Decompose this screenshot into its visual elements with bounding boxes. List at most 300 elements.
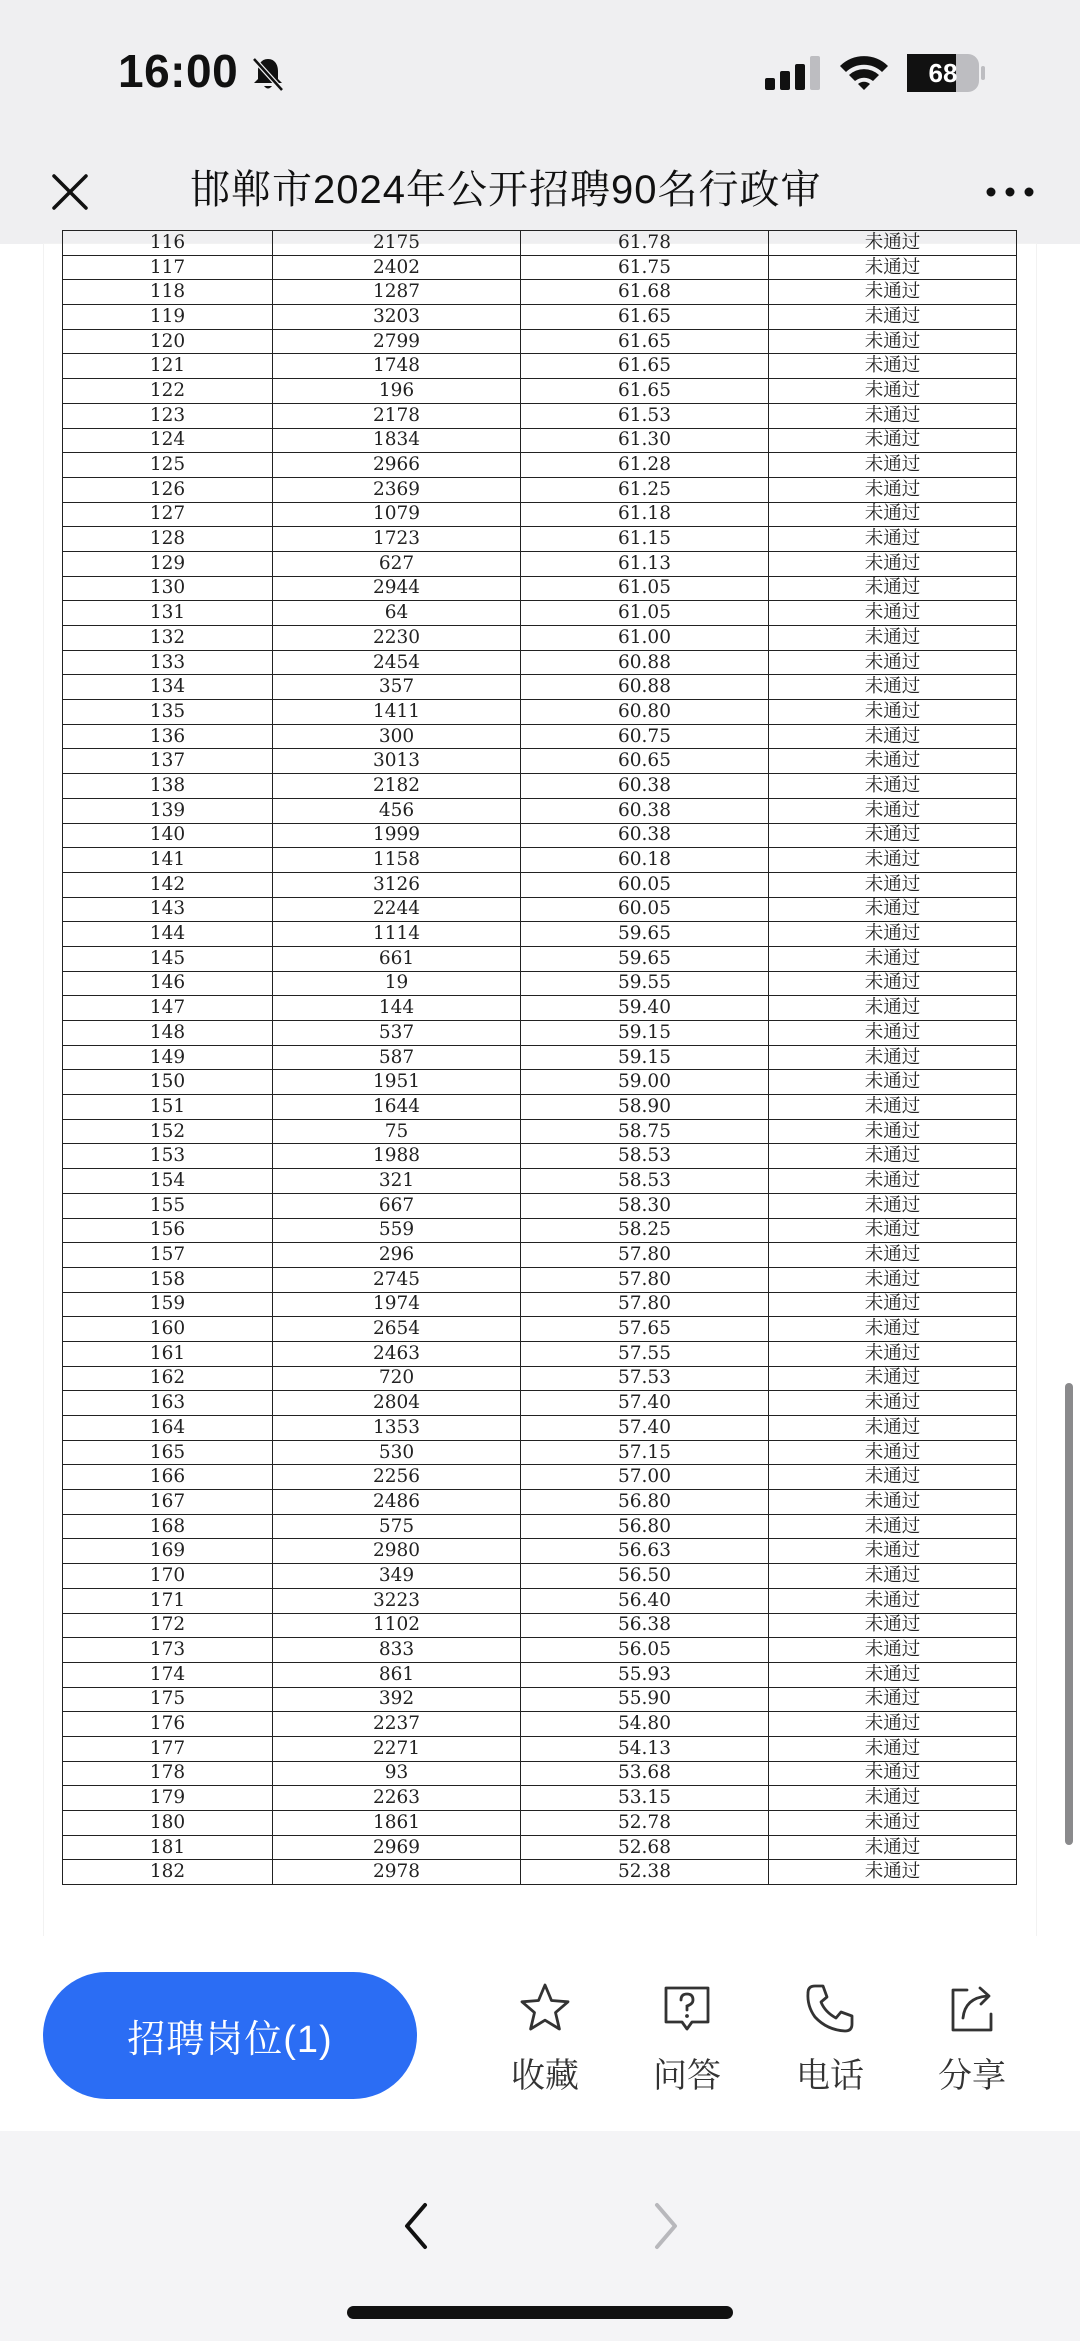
- table-row: [63, 1119, 1017, 1144]
- candidate-id-cell: 1834: [273, 428, 521, 453]
- result-cell: 未通过: [769, 428, 1017, 453]
- back-button[interactable]: [386, 2191, 446, 2261]
- table-row: [63, 848, 1017, 873]
- score-cell: 60.05: [521, 897, 769, 922]
- score-cell: 52.78: [521, 1811, 769, 1836]
- result-cell: 未通过: [769, 1021, 1017, 1046]
- table-row: [63, 1366, 1017, 1391]
- score-cell: 55.93: [521, 1662, 769, 1687]
- status-bar: [0, 0, 1080, 140]
- result-cell: 未通过: [769, 724, 1017, 749]
- candidate-id-cell: 2654: [273, 1317, 521, 1342]
- result-cell: 未通过: [769, 848, 1017, 873]
- result-cell: 未通过: [769, 1095, 1017, 1120]
- candidate-id-cell: 1411: [273, 700, 521, 725]
- rank-cell: 125: [63, 453, 273, 478]
- phone-label: 电话: [796, 2057, 864, 2095]
- score-cell: 61.00: [521, 626, 769, 651]
- score-cell: 60.75: [521, 724, 769, 749]
- table-row: [63, 1514, 1017, 1539]
- score-cell: 61.18: [521, 502, 769, 527]
- score-cell: 59.15: [521, 1021, 769, 1046]
- table-row: [63, 1712, 1017, 1737]
- share-label: 分享: [938, 2057, 1006, 2095]
- rank-cell: 117: [63, 255, 273, 280]
- candidate-id-cell: 196: [273, 379, 521, 404]
- table-row: [63, 1021, 1017, 1046]
- qa-button[interactable]: [632, 1980, 742, 2100]
- candidate-id-cell: 1723: [273, 527, 521, 552]
- rank-cell: 164: [63, 1416, 273, 1441]
- rank-cell: 132: [63, 626, 273, 651]
- table-row: [63, 1662, 1017, 1687]
- score-cell: 61.53: [521, 403, 769, 428]
- candidate-id-cell: 2463: [273, 1341, 521, 1366]
- candidate-id-cell: 296: [273, 1243, 521, 1268]
- candidate-id-cell: 559: [273, 1218, 521, 1243]
- candidate-id-cell: 833: [273, 1638, 521, 1663]
- score-cell: 55.90: [521, 1687, 769, 1712]
- battery-indicator: [907, 54, 983, 92]
- scrollbar[interactable]: [1065, 1383, 1073, 1845]
- score-cell: 56.38: [521, 1613, 769, 1638]
- candidate-id-cell: 321: [273, 1169, 521, 1194]
- result-cell: 未通过: [769, 329, 1017, 354]
- close-button[interactable]: [40, 162, 100, 222]
- candidate-id-cell: 3223: [273, 1588, 521, 1613]
- rank-cell: 175: [63, 1687, 273, 1712]
- result-cell: 未通过: [769, 1366, 1017, 1391]
- candidate-id-cell: 2271: [273, 1736, 521, 1761]
- navigation-bar: [0, 2131, 1080, 2341]
- candidate-id-cell: 2263: [273, 1786, 521, 1811]
- table-row: [63, 1169, 1017, 1194]
- table-row: [63, 280, 1017, 305]
- score-cell: 52.38: [521, 1860, 769, 1885]
- wifi-icon: [838, 52, 890, 92]
- result-cell: 未通过: [769, 280, 1017, 305]
- rank-cell: 178: [63, 1761, 273, 1786]
- result-cell: 未通过: [769, 1243, 1017, 1268]
- rank-cell: 151: [63, 1095, 273, 1120]
- candidate-id-cell: 861: [273, 1662, 521, 1687]
- rank-cell: 162: [63, 1366, 273, 1391]
- candidate-id-cell: 2969: [273, 1835, 521, 1860]
- result-cell: 未通过: [769, 946, 1017, 971]
- rank-cell: 139: [63, 798, 273, 823]
- result-cell: 未通过: [769, 700, 1017, 725]
- phone-button[interactable]: [775, 1980, 885, 2100]
- score-cell: 56.40: [521, 1588, 769, 1613]
- candidate-id-cell: 1999: [273, 823, 521, 848]
- table-row: [63, 700, 1017, 725]
- candidate-id-cell: 349: [273, 1564, 521, 1589]
- candidate-id-cell: 537: [273, 1021, 521, 1046]
- rank-cell: 138: [63, 774, 273, 799]
- table-row: [63, 1564, 1017, 1589]
- rank-cell: 165: [63, 1440, 273, 1465]
- result-cell: 未通过: [769, 922, 1017, 947]
- action-bar: [0, 1936, 1080, 2131]
- candidate-id-cell: 1748: [273, 354, 521, 379]
- score-cell: 56.63: [521, 1539, 769, 1564]
- score-cell: 57.80: [521, 1267, 769, 1292]
- score-cell: 61.68: [521, 280, 769, 305]
- rank-cell: 158: [63, 1267, 273, 1292]
- rank-cell: 153: [63, 1144, 273, 1169]
- result-cell: 未通过: [769, 971, 1017, 996]
- rank-cell: 126: [63, 477, 273, 502]
- candidate-id-cell: 1158: [273, 848, 521, 873]
- table-row: [63, 1416, 1017, 1441]
- candidate-id-cell: 3203: [273, 305, 521, 330]
- result-cell: 未通过: [769, 502, 1017, 527]
- score-cell: 61.65: [521, 379, 769, 404]
- score-cell: 54.13: [521, 1736, 769, 1761]
- table-row: [63, 1095, 1017, 1120]
- score-cell: 56.50: [521, 1564, 769, 1589]
- table-row: [63, 231, 1017, 256]
- table-row: [63, 1811, 1017, 1836]
- result-cell: 未通过: [769, 897, 1017, 922]
- table-row: [63, 354, 1017, 379]
- table-row: [63, 872, 1017, 897]
- candidate-id-cell: 2799: [273, 329, 521, 354]
- candidate-id-cell: 2804: [273, 1391, 521, 1416]
- score-cell: 60.38: [521, 798, 769, 823]
- rank-cell: 173: [63, 1638, 273, 1663]
- result-cell: 未通过: [769, 1119, 1017, 1144]
- candidate-id-cell: 575: [273, 1514, 521, 1539]
- score-cell: 57.80: [521, 1243, 769, 1268]
- candidate-id-cell: 3126: [273, 872, 521, 897]
- phone-icon: [801, 1980, 859, 2038]
- candidate-id-cell: 2237: [273, 1712, 521, 1737]
- rank-cell: 167: [63, 1490, 273, 1515]
- table-row: [63, 1539, 1017, 1564]
- candidate-id-cell: 2745: [273, 1267, 521, 1292]
- result-cell: 未通过: [769, 1613, 1017, 1638]
- table-row: [63, 255, 1017, 280]
- candidate-id-cell: 2175: [273, 231, 521, 256]
- rank-cell: 181: [63, 1835, 273, 1860]
- result-cell: 未通过: [769, 527, 1017, 552]
- result-cell: 未通过: [769, 1144, 1017, 1169]
- rank-cell: 130: [63, 576, 273, 601]
- result-cell: 未通过: [769, 1860, 1017, 1885]
- result-cell: 未通过: [769, 1045, 1017, 1070]
- result-cell: 未通过: [769, 1267, 1017, 1292]
- result-cell: 未通过: [769, 1490, 1017, 1515]
- score-cell: 57.65: [521, 1317, 769, 1342]
- table-row: [63, 897, 1017, 922]
- bell-muted-icon: [248, 54, 288, 94]
- rank-cell: 119: [63, 305, 273, 330]
- score-cell: 57.40: [521, 1416, 769, 1441]
- score-cell: 61.75: [521, 255, 769, 280]
- rank-cell: 141: [63, 848, 273, 873]
- cellular-signal-icon: [765, 56, 821, 90]
- table-row: [63, 798, 1017, 823]
- score-cell: 61.05: [521, 601, 769, 626]
- score-cell: 60.65: [521, 749, 769, 774]
- result-cell: 未通过: [769, 255, 1017, 280]
- rank-cell: 129: [63, 551, 273, 576]
- battery-level: 68: [928, 58, 958, 88]
- result-cell: 未通过: [769, 1638, 1017, 1663]
- result-cell: 未通过: [769, 1761, 1017, 1786]
- result-cell: 未通过: [769, 403, 1017, 428]
- candidate-id-cell: 530: [273, 1440, 521, 1465]
- score-cell: 61.65: [521, 329, 769, 354]
- rank-cell: 128: [63, 527, 273, 552]
- rank-cell: 169: [63, 1539, 273, 1564]
- score-cell: 60.38: [521, 823, 769, 848]
- result-cell: 未通过: [769, 477, 1017, 502]
- result-cell: 未通过: [769, 453, 1017, 478]
- result-cell: 未通过: [769, 1218, 1017, 1243]
- close-icon: [50, 172, 90, 212]
- result-cell: 未通过: [769, 650, 1017, 675]
- score-cell: 57.40: [521, 1391, 769, 1416]
- result-cell: 未通过: [769, 1070, 1017, 1095]
- score-cell: 60.88: [521, 650, 769, 675]
- rank-cell: 137: [63, 749, 273, 774]
- rank-cell: 143: [63, 897, 273, 922]
- score-cell: 56.80: [521, 1490, 769, 1515]
- candidate-id-cell: 1102: [273, 1613, 521, 1638]
- rank-cell: 176: [63, 1712, 273, 1737]
- candidate-id-cell: 93: [273, 1761, 521, 1786]
- score-cell: 61.15: [521, 527, 769, 552]
- candidate-id-cell: 667: [273, 1193, 521, 1218]
- rank-cell: 166: [63, 1465, 273, 1490]
- table-row: [63, 502, 1017, 527]
- title-bar: [0, 140, 1080, 244]
- candidate-id-cell: 1988: [273, 1144, 521, 1169]
- result-cell: 未通过: [769, 1835, 1017, 1860]
- status-time: 16:00: [118, 45, 239, 97]
- score-cell: 60.05: [521, 872, 769, 897]
- table-row: [63, 329, 1017, 354]
- table-row: [63, 1860, 1017, 1885]
- favorite-button[interactable]: [490, 1980, 600, 2100]
- candidate-id-cell: 2486: [273, 1490, 521, 1515]
- result-cell: 未通过: [769, 1193, 1017, 1218]
- table-row: [63, 922, 1017, 947]
- result-cell: 未通过: [769, 1564, 1017, 1589]
- result-cell: 未通过: [769, 354, 1017, 379]
- score-cell: 58.25: [521, 1218, 769, 1243]
- table-row: [63, 551, 1017, 576]
- rank-cell: 116: [63, 231, 273, 256]
- table-row: [63, 1193, 1017, 1218]
- table-row: [63, 601, 1017, 626]
- rank-cell: 155: [63, 1193, 273, 1218]
- result-cell: 未通过: [769, 379, 1017, 404]
- candidate-id-cell: 144: [273, 996, 521, 1021]
- question-bubble-icon: [658, 1980, 716, 2038]
- share-button[interactable]: [917, 1980, 1027, 2100]
- score-cell: 61.25: [521, 477, 769, 502]
- result-cell: 未通过: [769, 872, 1017, 897]
- score-cell: 58.53: [521, 1144, 769, 1169]
- result-cell: 未通过: [769, 1440, 1017, 1465]
- table-row: [63, 1317, 1017, 1342]
- rank-cell: 121: [63, 354, 273, 379]
- rank-cell: 152: [63, 1119, 273, 1144]
- table-row: [63, 1341, 1017, 1366]
- candidate-id-cell: 2182: [273, 774, 521, 799]
- table-row: [63, 1218, 1017, 1243]
- table-row: [63, 626, 1017, 651]
- table-row: [63, 1440, 1017, 1465]
- score-cell: 56.05: [521, 1638, 769, 1663]
- table-row: [63, 946, 1017, 971]
- score-cell: 57.00: [521, 1465, 769, 1490]
- results-table: [62, 230, 1017, 1885]
- rank-cell: 136: [63, 724, 273, 749]
- score-cell: 57.15: [521, 1440, 769, 1465]
- table-row: [63, 1761, 1017, 1786]
- result-cell: 未通过: [769, 626, 1017, 651]
- table-row: [63, 1391, 1017, 1416]
- rank-cell: 156: [63, 1218, 273, 1243]
- score-cell: 61.28: [521, 453, 769, 478]
- result-cell: 未通过: [769, 1736, 1017, 1761]
- candidate-id-cell: 661: [273, 946, 521, 971]
- score-cell: 57.55: [521, 1341, 769, 1366]
- result-cell: 未通过: [769, 1514, 1017, 1539]
- result-cell: 未通过: [769, 1539, 1017, 1564]
- candidate-id-cell: 1644: [273, 1095, 521, 1120]
- candidate-id-cell: 2966: [273, 453, 521, 478]
- share-icon: [943, 1980, 1001, 2038]
- more-button[interactable]: [980, 162, 1040, 222]
- rank-cell: 168: [63, 1514, 273, 1539]
- candidate-id-cell: 3013: [273, 749, 521, 774]
- rank-cell: 122: [63, 379, 273, 404]
- table-row: [63, 477, 1017, 502]
- score-cell: 59.15: [521, 1045, 769, 1070]
- result-cell: 未通过: [769, 1811, 1017, 1836]
- candidate-id-cell: 627: [273, 551, 521, 576]
- score-cell: 59.55: [521, 971, 769, 996]
- score-cell: 61.65: [521, 354, 769, 379]
- candidate-id-cell: 1353: [273, 1416, 521, 1441]
- result-cell: 未通过: [769, 1786, 1017, 1811]
- candidate-id-cell: 2369: [273, 477, 521, 502]
- rank-cell: 150: [63, 1070, 273, 1095]
- rank-cell: 133: [63, 650, 273, 675]
- rank-cell: 161: [63, 1341, 273, 1366]
- rank-cell: 127: [63, 502, 273, 527]
- score-cell: 60.18: [521, 848, 769, 873]
- result-cell: 未通过: [769, 1588, 1017, 1613]
- table-row: [63, 527, 1017, 552]
- result-cell: 未通过: [769, 1712, 1017, 1737]
- table-row: [63, 823, 1017, 848]
- result-cell: 未通过: [769, 823, 1017, 848]
- rank-cell: 154: [63, 1169, 273, 1194]
- score-cell: 59.65: [521, 922, 769, 947]
- candidate-id-cell: 392: [273, 1687, 521, 1712]
- candidate-id-cell: 357: [273, 675, 521, 700]
- score-cell: 52.68: [521, 1835, 769, 1860]
- document-viewer[interactable]: [0, 231, 1080, 1936]
- score-cell: 59.00: [521, 1070, 769, 1095]
- result-cell: 未通过: [769, 675, 1017, 700]
- rank-cell: 131: [63, 601, 273, 626]
- result-cell: 未通过: [769, 1391, 1017, 1416]
- table-row: [63, 576, 1017, 601]
- page-title: 邯郸市2024年公开招聘90名行政审: [190, 168, 822, 212]
- rank-cell: 157: [63, 1243, 273, 1268]
- candidate-id-cell: 456: [273, 798, 521, 823]
- candidate-id-cell: 2402: [273, 255, 521, 280]
- result-cell: 未通过: [769, 1465, 1017, 1490]
- score-cell: 60.80: [521, 700, 769, 725]
- result-cell: 未通过: [769, 551, 1017, 576]
- score-cell: 58.53: [521, 1169, 769, 1194]
- table-row: [63, 453, 1017, 478]
- rank-cell: 146: [63, 971, 273, 996]
- home-indicator[interactable]: [347, 2306, 733, 2319]
- candidate-id-cell: 1974: [273, 1292, 521, 1317]
- candidate-id-cell: 1287: [273, 280, 521, 305]
- result-cell: 未通过: [769, 601, 1017, 626]
- table-row: [63, 650, 1017, 675]
- rank-cell: 177: [63, 1736, 273, 1761]
- rank-cell: 120: [63, 329, 273, 354]
- rank-cell: 171: [63, 1588, 273, 1613]
- table-row: [63, 1687, 1017, 1712]
- document-page: [44, 231, 1036, 1936]
- table-row: [63, 1045, 1017, 1070]
- score-cell: 61.05: [521, 576, 769, 601]
- result-cell: 未通过: [769, 749, 1017, 774]
- table-row: [63, 1638, 1017, 1663]
- star-icon: [516, 1980, 574, 2038]
- rank-cell: 179: [63, 1786, 273, 1811]
- more-icon: [985, 186, 1035, 198]
- candidate-id-cell: 720: [273, 1366, 521, 1391]
- score-cell: 57.53: [521, 1366, 769, 1391]
- forward-button[interactable]: [636, 2191, 696, 2261]
- rank-cell: 135: [63, 700, 273, 725]
- table-row: [63, 996, 1017, 1021]
- table-row: [63, 1465, 1017, 1490]
- table-row: [63, 971, 1017, 996]
- job-positions-button[interactable]: 招聘岗位(1): [43, 1972, 417, 2099]
- rank-cell: 174: [63, 1662, 273, 1687]
- qa-label: 问答: [653, 2057, 721, 2095]
- result-cell: 未通过: [769, 1662, 1017, 1687]
- table-row: [63, 1292, 1017, 1317]
- candidate-id-cell: 2244: [273, 897, 521, 922]
- result-cell: 未通过: [769, 1317, 1017, 1342]
- result-cell: 未通过: [769, 1292, 1017, 1317]
- candidate-id-cell: 2454: [273, 650, 521, 675]
- table-row: [63, 1267, 1017, 1292]
- table-row: [63, 675, 1017, 700]
- candidate-id-cell: 1079: [273, 502, 521, 527]
- table-row: [63, 403, 1017, 428]
- score-cell: 61.13: [521, 551, 769, 576]
- rank-cell: 118: [63, 280, 273, 305]
- candidate-id-cell: 64: [273, 601, 521, 626]
- candidate-id-cell: 2178: [273, 403, 521, 428]
